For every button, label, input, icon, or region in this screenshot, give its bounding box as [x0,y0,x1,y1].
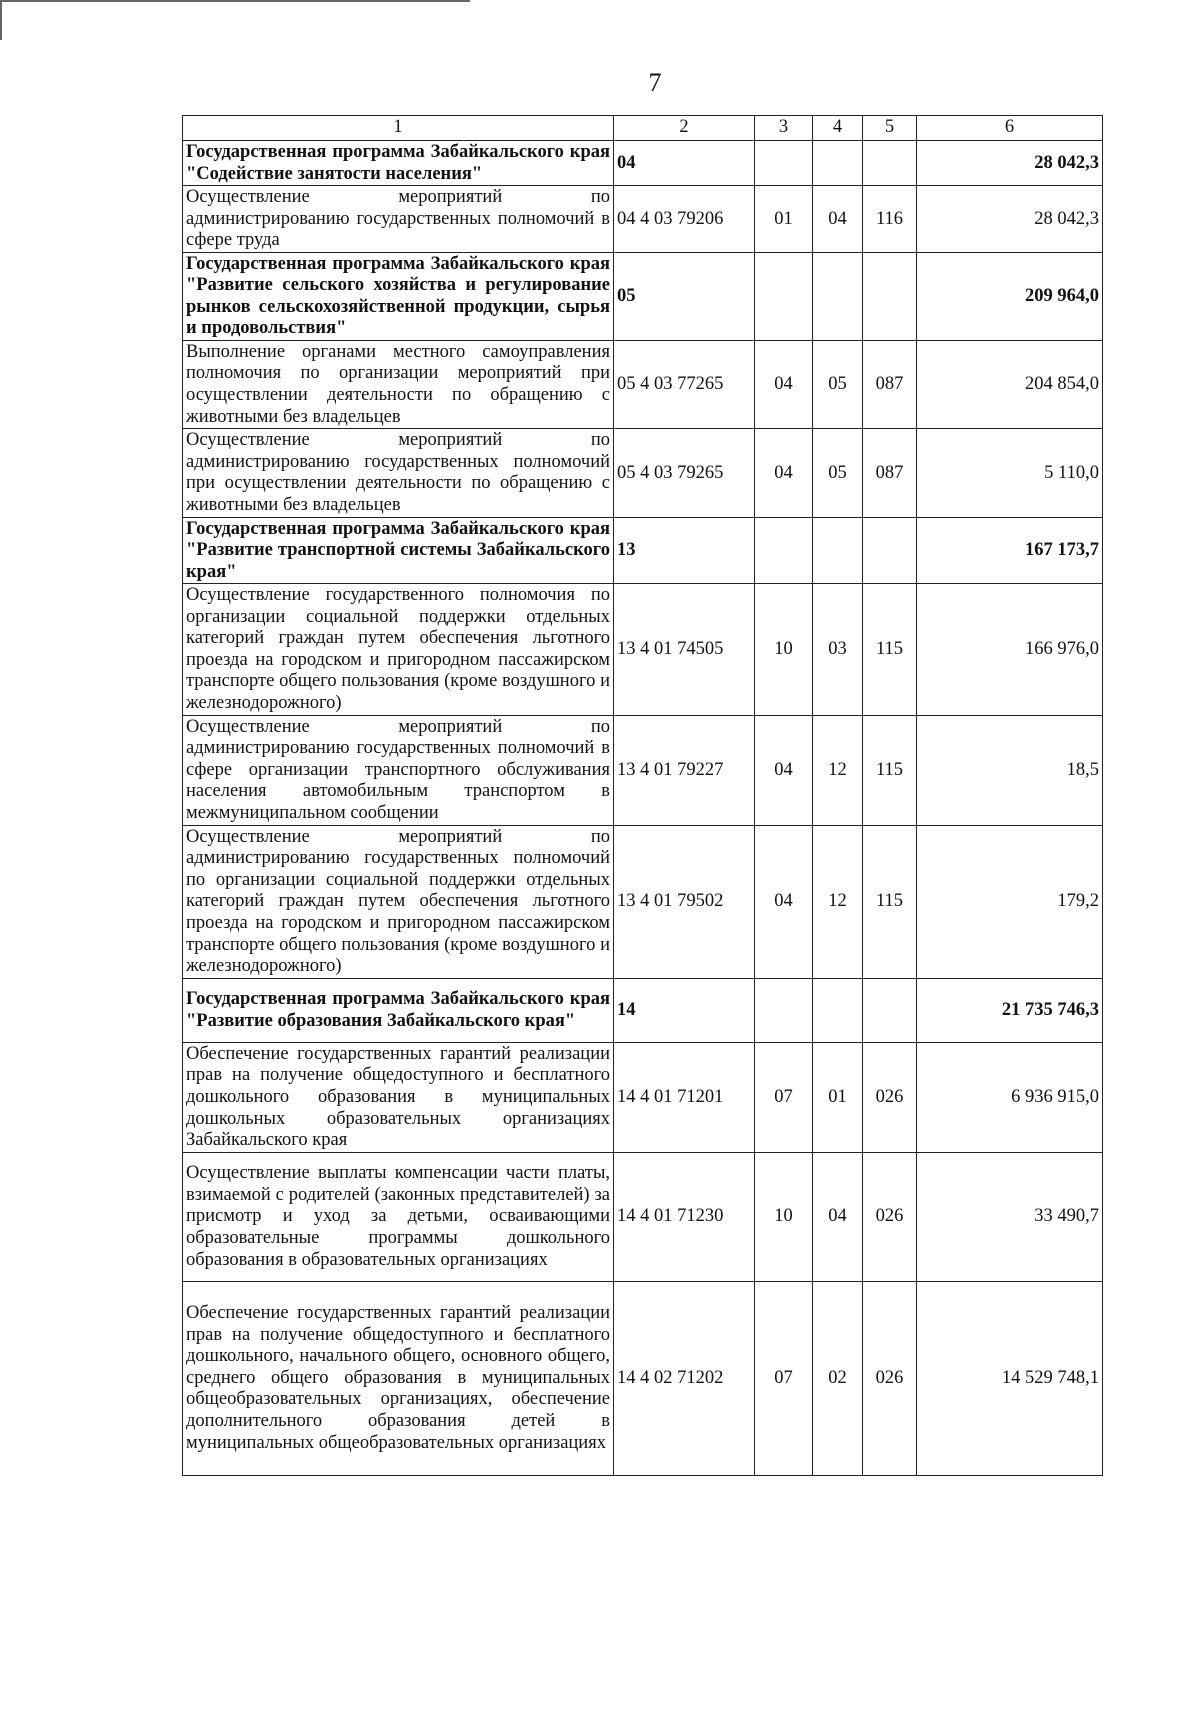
table-row [183,715,1103,825]
table-row [183,186,1103,253]
row-col3-cell [755,141,813,186]
row-code-cell: 14 [614,978,755,1042]
row-col5-cell [863,252,917,340]
row-col5-cell: 115 [863,584,917,716]
row-col5-cell: 087 [863,340,917,428]
row-col4-cell: 12 [813,825,863,978]
row-col4-cell: 05 [813,340,863,428]
row-amount-cell: 167 173,7 [917,517,1103,584]
scan-edge-left [0,0,2,40]
row-code-cell: 04 4 03 79206 [614,186,755,253]
row-name-cell: Осуществление выплаты компенсации части платы, взимаемой с родителей (законных представителей) за присмотр и уход за детьми, осваивающими образовательные программы дошкольного образования в образовательных организациях [183,1152,614,1281]
row-amount-cell: 18,5 [917,715,1103,825]
column-header: 1 [183,116,614,141]
row-amount-cell: 28 042,3 [917,186,1103,253]
row-col3-cell [755,978,813,1042]
row-name-cell: Государственная программа Забайкальского края "Развитие транспортной системы Забайкальского края" [183,517,614,584]
row-amount-cell: 21 735 746,3 [917,978,1103,1042]
row-col3-cell: 07 [755,1042,813,1152]
header-row [183,116,1103,141]
row-col3-cell [755,517,813,584]
row-name-cell: Осуществление государственного полномочия по организации социальной поддержки отдельных категорий граждан путем обеспечения льготного проезда на городском и пригородном пассажирском транспорте общего пользования (кроме воздушного и железнодорожного) [183,584,614,716]
row-col3-cell: 01 [755,186,813,253]
row-code-cell: 05 4 03 79265 [614,429,755,517]
row-name-cell: Осуществление мероприятий по администрированию государственных полномочий при осуществлении деятельности по обращению с животными без владельцев [183,429,614,517]
row-amount-cell: 204 854,0 [917,340,1103,428]
row-name-cell: Государственная программа Забайкальского края "Развитие сельского хозяйства и регулирование рынков сельскохозяйственной продукции, сырья и продовольствия" [183,252,614,340]
row-col3-cell: 04 [755,340,813,428]
row-name-cell: Осуществление мероприятий по администрированию государственных полномочий по организации социальной поддержки отдельных категорий граждан путем обеспечения льготного проезда на городском и пригородном пассажирском транспорте общего пользования (кроме воздушного и железнодорожного) [183,825,614,978]
row-amount-cell: 28 042,3 [917,141,1103,186]
program-row [183,978,1103,1042]
table-row [183,1042,1103,1152]
row-name-cell: Осуществление мероприятий по администрированию государственных полномочий в сфере организации транспортного обслуживания населения автомобильным транспортом в межмуниципальном сообщении [183,715,614,825]
row-code-cell: 13 [614,517,755,584]
row-code-cell: 05 4 03 77265 [614,340,755,428]
row-name-cell: Обеспечение государственных гарантий реализации прав на получение общедоступного и бесплатного дошкольного, начального общего, основного общего, среднего общего образования в муниципальных общеобразовательных организациях, обеспечение дополнительного образования детей в муниципальных общеобразовательных организациях [183,1281,614,1475]
scan-edge-top [0,0,470,2]
column-header: 6 [917,116,1103,141]
table-row [183,429,1103,517]
row-name-cell: Государственная программа Забайкальского края "Развитие образования Забайкальского края" [183,978,614,1042]
row-col5-cell: 087 [863,429,917,517]
row-amount-cell: 209 964,0 [917,252,1103,340]
row-amount-cell: 6 936 915,0 [917,1042,1103,1152]
row-col4-cell [813,978,863,1042]
program-row [183,517,1103,584]
budget-table [182,115,1103,1476]
row-code-cell: 05 [614,252,755,340]
row-col3-cell: 04 [755,429,813,517]
row-col3-cell: 04 [755,825,813,978]
row-col5-cell: 115 [863,825,917,978]
row-col5-cell: 026 [863,1281,917,1475]
table-row [183,584,1103,716]
row-name-cell: Обеспечение государственных гарантий реализации прав на получение общедоступного и бесплатного дошкольного образования в муниципальных дошкольных образовательных организациях Забайкальского края [183,1042,614,1152]
row-col5-cell: 026 [863,1152,917,1281]
row-name-cell: Выполнение органами местного самоуправления полномочия по организации мероприятий при осуществлении деятельности по обращению с животными без владельцев [183,340,614,428]
row-col4-cell: 03 [813,584,863,716]
column-header: 2 [614,116,755,141]
row-code-cell: 13 4 01 79502 [614,825,755,978]
row-col4-cell: 02 [813,1281,863,1475]
column-header: 4 [813,116,863,141]
row-code-cell: 14 4 01 71201 [614,1042,755,1152]
row-amount-cell: 33 490,7 [917,1152,1103,1281]
column-header: 3 [755,116,813,141]
table-row [183,1152,1103,1281]
row-col5-cell: 026 [863,1042,917,1152]
row-amount-cell: 14 529 748,1 [917,1281,1103,1475]
row-col3-cell: 10 [755,584,813,716]
column-header: 5 [863,116,917,141]
row-code-cell: 14 4 01 71230 [614,1152,755,1281]
row-col4-cell: 04 [813,186,863,253]
table-row [183,340,1103,428]
row-code-cell: 13 4 01 74505 [614,584,755,716]
row-name-cell: Государственная программа Забайкальского края "Содействие занятости населения" [183,141,614,186]
program-row [183,252,1103,340]
row-col5-cell [863,978,917,1042]
page-number: 7 [648,68,662,97]
row-col4-cell [813,141,863,186]
row-amount-cell: 166 976,0 [917,584,1103,716]
table-body [183,141,1103,1476]
row-col3-cell: 10 [755,1152,813,1281]
row-col5-cell: 116 [863,186,917,253]
program-row [183,141,1103,186]
row-col5-cell [863,141,917,186]
row-name-cell: Осуществление мероприятий по администрированию государственных полномочий в сфере труда [183,186,614,253]
row-col4-cell: 04 [813,1152,863,1281]
row-col3-cell [755,252,813,340]
row-col3-cell: 07 [755,1281,813,1475]
row-code-cell: 14 4 02 71202 [614,1281,755,1475]
row-col5-cell: 115 [863,715,917,825]
row-col4-cell: 12 [813,715,863,825]
table-row [183,825,1103,978]
table-row [183,1281,1103,1475]
row-col4-cell [813,252,863,340]
row-col5-cell [863,517,917,584]
row-col4-cell [813,517,863,584]
row-amount-cell: 5 110,0 [917,429,1103,517]
row-code-cell: 13 4 01 79227 [614,715,755,825]
row-col4-cell: 01 [813,1042,863,1152]
row-col4-cell: 05 [813,429,863,517]
row-col3-cell: 04 [755,715,813,825]
row-code-cell: 04 [614,141,755,186]
row-amount-cell: 179,2 [917,825,1103,978]
